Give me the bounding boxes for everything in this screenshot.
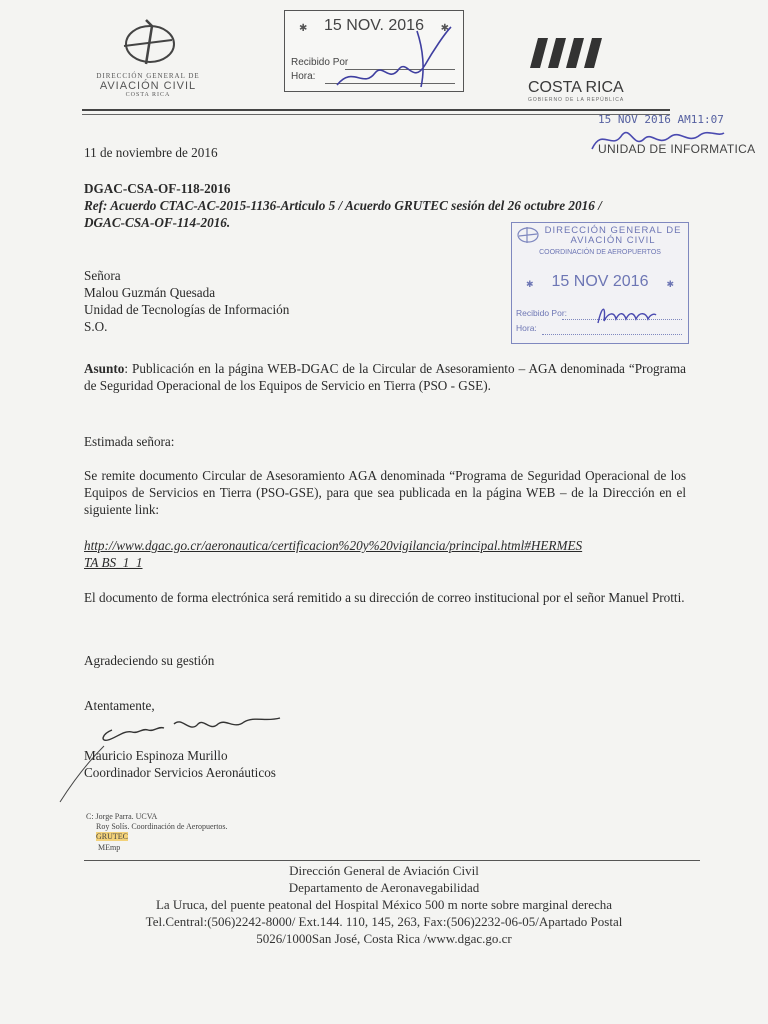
closing-line: Atentamente, bbox=[84, 698, 155, 713]
government-stripes-icon bbox=[528, 34, 608, 72]
recipient-name: Malou Guzmán Quesada bbox=[84, 285, 216, 300]
star-icon: ✱ bbox=[666, 279, 674, 289]
star-icon: ✱ bbox=[440, 23, 449, 34]
received-right-unit: UNIDAD DE INFORMATICA bbox=[598, 142, 756, 156]
stamp-top-received-label: Recibido Por bbox=[291, 57, 349, 68]
cc-line2: Roy Solís. Coordinación de Aeropuertos. bbox=[96, 822, 228, 831]
letter-date: 11 de noviembre de 2016 bbox=[84, 145, 218, 160]
star-icon: ✱ bbox=[299, 23, 308, 34]
signer-name: Mauricio Espinoza Murillo bbox=[84, 748, 228, 763]
org-line3: COSTA RICA bbox=[125, 92, 171, 98]
received-stamp-top bbox=[284, 10, 464, 92]
footer-rule bbox=[84, 860, 700, 861]
signer-title: Coordinador Servicios Aeronáuticos bbox=[84, 765, 276, 780]
thanks-line: Agradeciendo su gestión bbox=[84, 653, 215, 668]
reference-line2: DGAC-CSA-OF-114-2016. bbox=[84, 215, 231, 230]
paragraph-1: Se remite documento Circular de Asesoramiento AGA denominada “Programa de Seguridad Operacional de los Equipos de Servicios en Tierra (PSO-GSE), para que sea publicada en la página WEB – de la Dirección en el siguiente link: bbox=[84, 468, 686, 517]
country-subtitle: GOBIERNO DE LA REPÚBLICA bbox=[528, 97, 625, 103]
footer-line1: Dirección General de Aviación Civil bbox=[289, 863, 479, 878]
airplane-emblem-icon bbox=[116, 14, 180, 66]
header-rule bbox=[82, 109, 670, 111]
web-link-line1[interactable]: http://www.dgac.go.cr/aeronautica/certificacion%20y%20vigilancia/principal.html#HERMES bbox=[84, 538, 583, 553]
handwritten-signature-icon bbox=[588, 123, 728, 155]
web-link-line2[interactable]: TA BS_1_1 bbox=[84, 555, 143, 570]
cc-line1: C: Jorge Parra. UCVA bbox=[86, 812, 158, 821]
greeting: Estimada señora: bbox=[84, 434, 175, 449]
country-name: COSTA RICA bbox=[528, 79, 624, 96]
footer-line4: Tel.Central:(506)2242-8000/ Ext.144. 110, 145, 263, Fax:(506)2232-06-05/Apartado Postal bbox=[145, 914, 623, 929]
airplane-emblem-icon bbox=[516, 225, 540, 245]
handwritten-signature-icon bbox=[333, 25, 453, 91]
paragraph-2: El documento de forma electrónica será remitido a su dirección de correo institucional por el señor Manuel Protti. bbox=[84, 590, 685, 605]
received-right-datetime: 15 NOV 2016 AM11:07 bbox=[598, 113, 724, 126]
stamp-mid-org: DIRECCIÓN GENERAL DE AVIACIÓN CIVIL bbox=[544, 225, 682, 246]
handwritten-signature-icon bbox=[594, 301, 658, 327]
subject-paragraph bbox=[84, 360, 686, 394]
star-icon: ✱ bbox=[526, 279, 534, 289]
received-mark-right bbox=[598, 113, 755, 156]
stamp-line bbox=[542, 334, 682, 335]
subject-text: : Publicación en la página WEB-DGAC de la Circular de Asesoramiento – AGA denominada “Programa de Seguridad Operacional de los Equipos de Servicio en Tierra (PSO - GSE). bbox=[84, 361, 686, 393]
footer-line3: La Uruca, del puente peatonal del Hospital México 500 m norte sobre marginal derecha bbox=[155, 897, 613, 912]
stamp-top-date: 15 NOV. 2016 bbox=[324, 17, 424, 34]
recipient-so: S.O. bbox=[84, 319, 108, 334]
cc-line4: MEmp bbox=[98, 843, 121, 852]
reference-line1: Ref: Acuerdo CTAC-AC-2015-1136-Articulo 5 / Acuerdo GRUTEC sesión del 26 octubre 2016 / bbox=[84, 198, 602, 213]
stamp-mid-time-label: Hora: bbox=[516, 323, 537, 333]
cc-highlight: GRUTEC bbox=[96, 832, 128, 841]
received-stamp-coordination bbox=[511, 222, 689, 344]
org-line2: AVIACIÓN CIVIL bbox=[99, 80, 197, 92]
org-line1: DIRECCIÓN GENERAL DE bbox=[96, 72, 200, 80]
stamp-mid-received-label: Recibido Por: bbox=[516, 308, 568, 318]
cc-line3 bbox=[96, 832, 128, 842]
header-rule-thin bbox=[82, 114, 670, 115]
dgac-logo bbox=[82, 14, 214, 98]
reference-code: DGAC-CSA-OF-118-2016 bbox=[84, 181, 231, 196]
footer-line5: 5026/1000San José, Costa Rica /www.dgac.go.cr bbox=[256, 931, 512, 946]
recipient-unit: Unidad de Tecnologías de Información bbox=[84, 302, 290, 317]
costa-rica-logo bbox=[528, 34, 638, 103]
stamp-mid-unit: COORDINACIÓN DE AEROPUERTOS bbox=[539, 249, 661, 256]
subject-label: Asunto bbox=[84, 361, 125, 376]
recipient-title: Señora bbox=[84, 268, 121, 283]
footer-line2: Departamento de Aeronavegabilidad bbox=[288, 880, 480, 895]
stamp-top-time-label: Hora: bbox=[291, 71, 316, 82]
stamp-mid-date: 15 NOV 2016 bbox=[551, 273, 649, 290]
